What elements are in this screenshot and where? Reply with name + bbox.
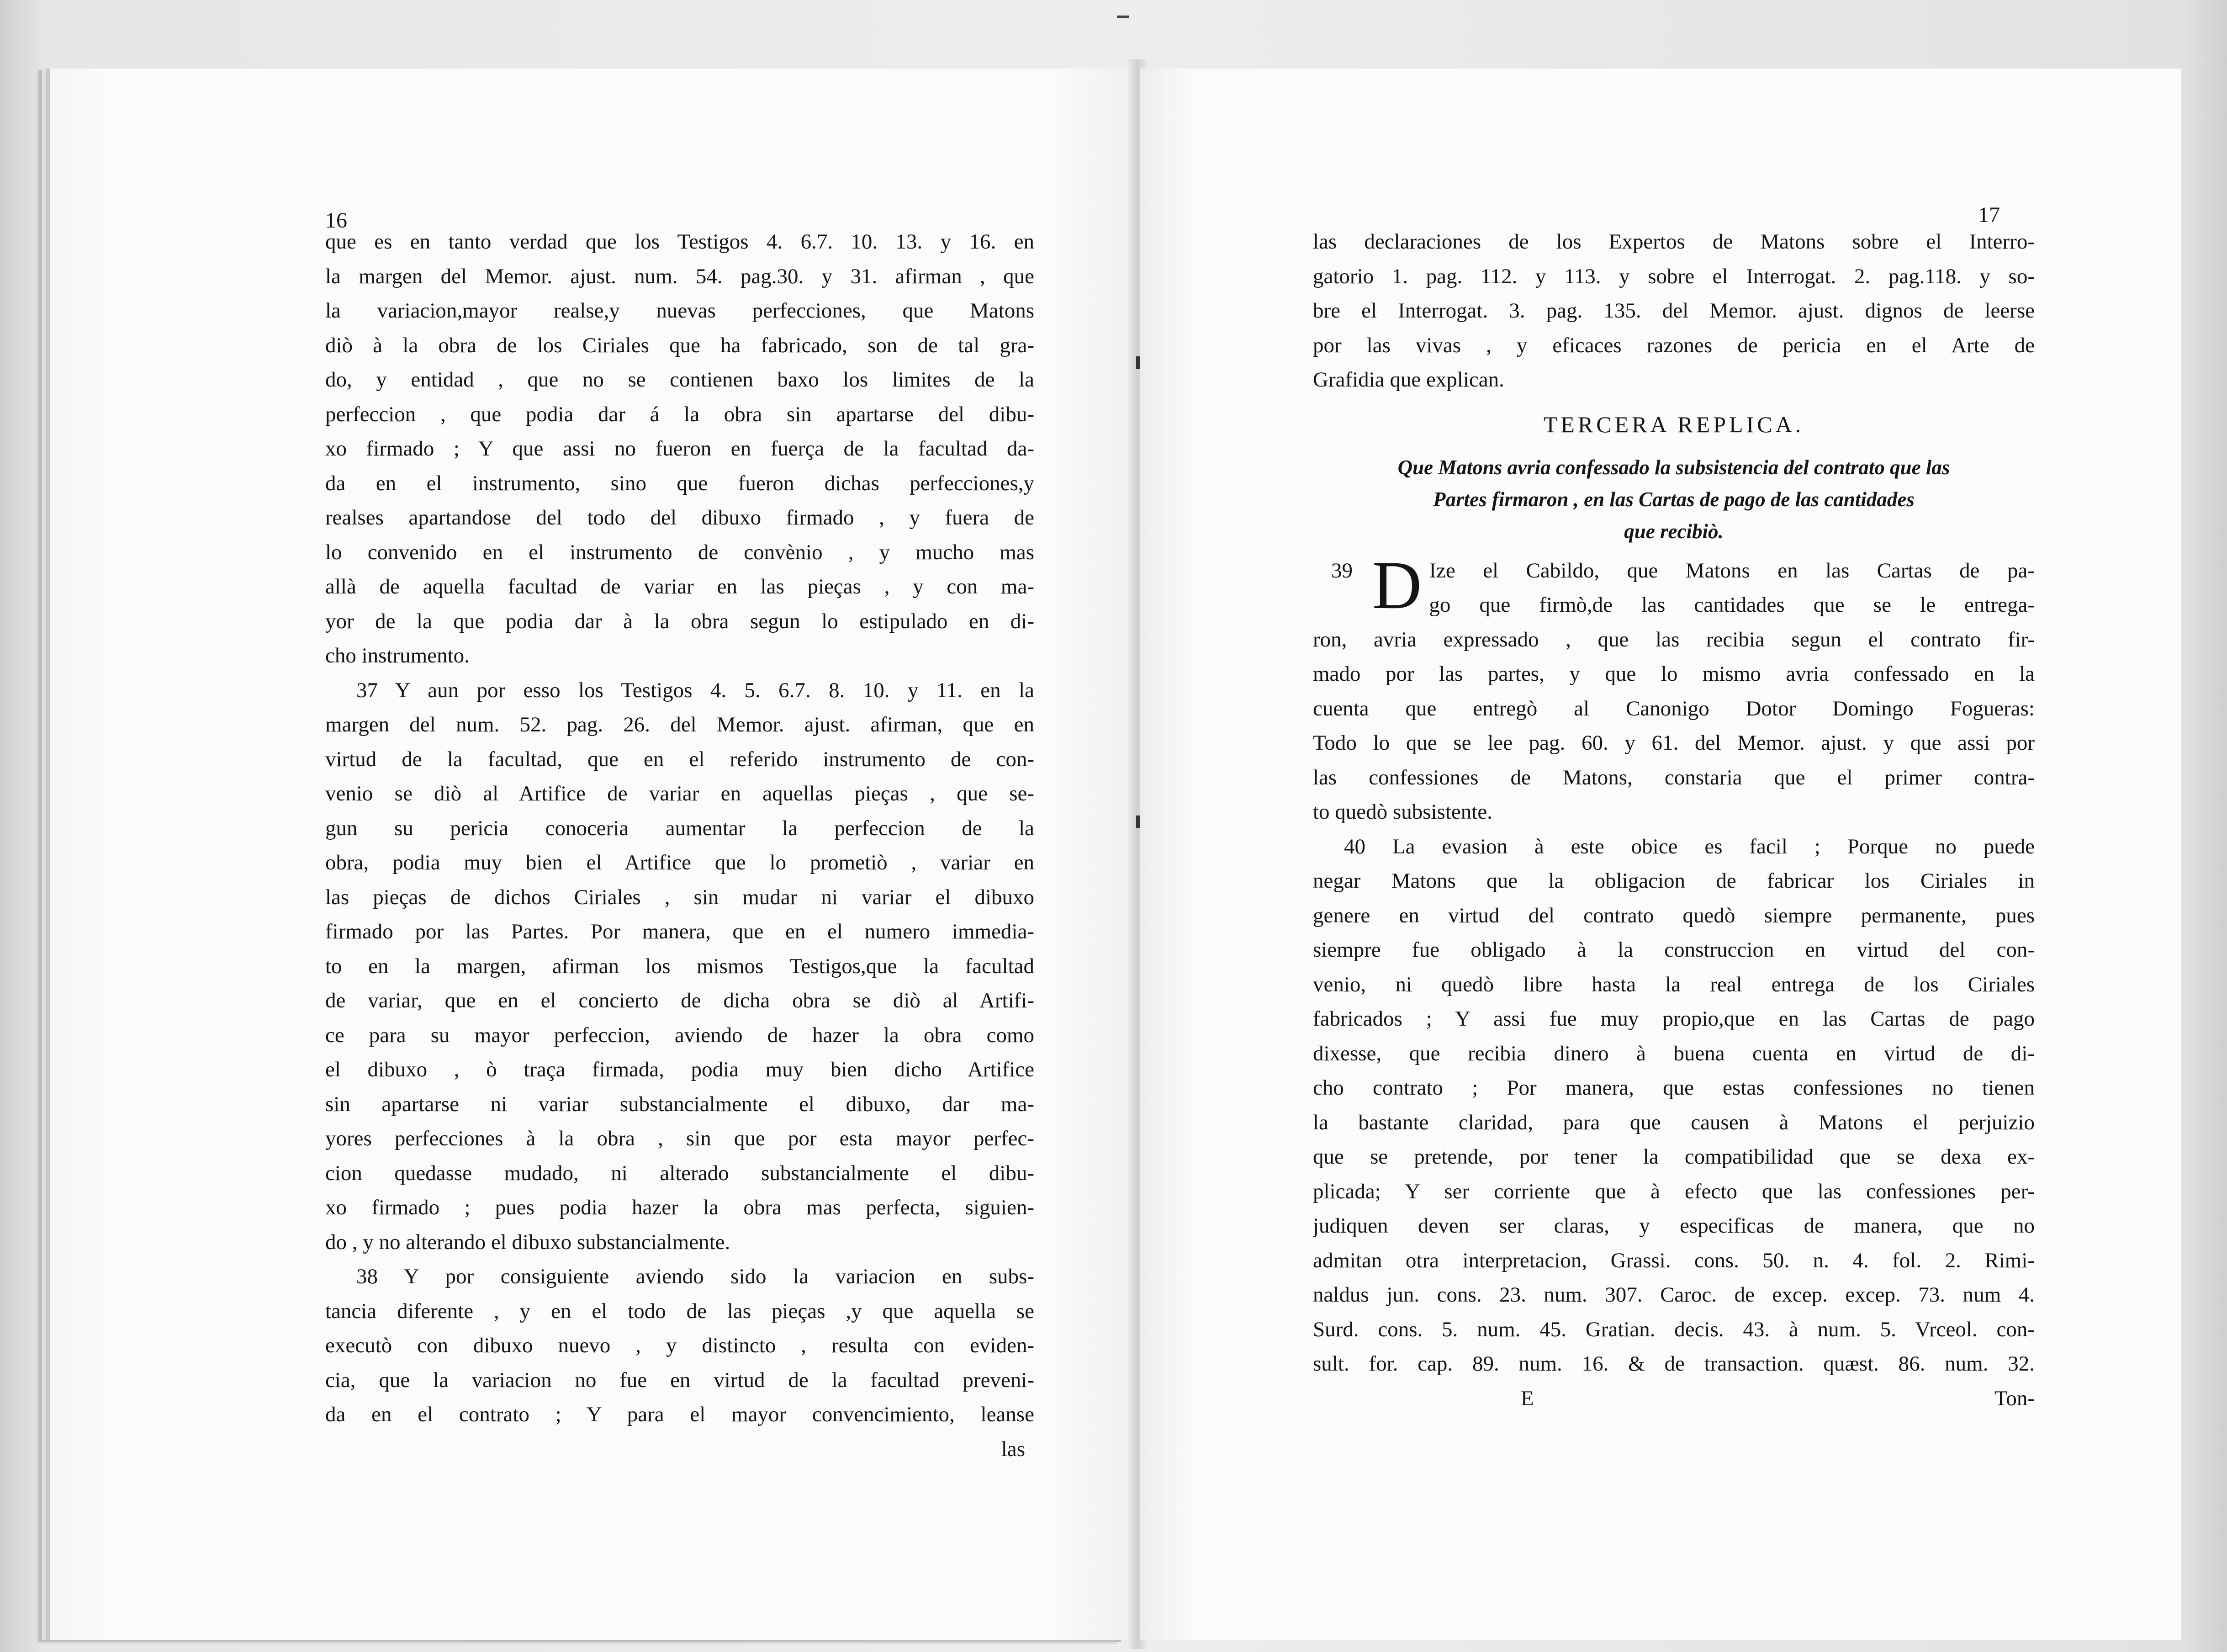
text-line: de variar, que en el concierto de dicha obra se diò al Artifi-	[325, 989, 1034, 1012]
section-subheading-line: que recibiò.	[1624, 519, 1724, 543]
text-line: naldus jun. cons. 23. num. 307. Caroc. de excep. excep. 73. num 4.	[1313, 1283, 2035, 1307]
text-line: realses apartandose del todo del dibuxo firmado , y fuera de	[325, 506, 1034, 529]
text-line: Todo lo que se lee pag. 60. y 61. del Memor. ajust. y que assi por	[1313, 731, 2035, 755]
paragraph-number: 39	[1331, 558, 1353, 582]
text-line: la variacion,mayor realse,y nuevas perfecciones, que Matons	[325, 299, 1034, 323]
text-line: que se pretende, por tener la compatibilidad que se dexa ex-	[1313, 1145, 2035, 1169]
text-line: yores perfecciones à la obra , sin que por esta mayor perfec-	[325, 1127, 1034, 1150]
text-line: admitan otra interpretacion, Grassi. cons. 50. n. 4. fol. 2. Rimi-	[1313, 1248, 2035, 1272]
text-line: bre el Interrogat. 3. pag. 135. del Memor. ajust. dignos de leerse	[1313, 299, 2035, 323]
drop-capital: D	[1372, 547, 1422, 623]
paragraph-39	[1313, 547, 2035, 830]
spine-mark	[1136, 356, 1140, 369]
section-subheading-line: Que Matons avria confessado la subsistencia del contrato que las	[1397, 455, 1950, 479]
text-line: allà de aquella facultad de variar en las pieças , y con ma-	[325, 575, 1034, 598]
text-line: ron, avria expressado , que las recibia segun el contrato fir-	[1313, 627, 2035, 651]
text-line: las declaraciones de los Expertos de Matons sobre el Interro-	[1313, 230, 2035, 254]
text-line: go que firmò,de las cantidades que se le entrega-	[1429, 593, 2035, 617]
text-line: la bastante claridad, para que causen à Matons el perjuizio	[1313, 1110, 2035, 1134]
catchword-left: las	[1001, 1437, 1025, 1461]
text-line: xo firmado ; pues podia hazer la obra mas perfecta, siguien-	[325, 1196, 1034, 1219]
text-line: venio, ni quedò libre hasta la real entrega de los Ciriales	[1313, 972, 2035, 996]
text-line: que es en tanto verdad que los Testigos 4. 6.7. 10. 13. y 16. en	[325, 230, 1034, 254]
text-line: las confessiones de Matons, constaria que el primer contra-	[1313, 765, 2035, 789]
text-line: cion quedasse mudado, ni alterado substancialmente el dibu-	[325, 1161, 1034, 1185]
text-line: venio se diò al Artifice de variar en aquellas pieças , que se-	[325, 782, 1034, 805]
text-line: xo firmado ; Y que assi no fueron en fuerça de la facultad da-	[325, 437, 1034, 461]
text-line: el dibuxo , ò traça firmada, podia muy bien dicho Artifice	[325, 1058, 1034, 1081]
text-line: por las vivas , y eficaces razones de pericia en el Arte de	[1313, 333, 2035, 357]
text-line: las pieças de dichos Ciriales , sin mudar ni variar el dibuxo	[325, 885, 1034, 909]
text-line: cuenta que entregò al Canonigo Dotor Domingo Fogueras:	[1313, 696, 2035, 720]
section-heading: TERCERA REPLICA.	[1543, 411, 1804, 437]
paragraph-40-start: 40 La evasion à este obice es facil ; Porque no puede	[1344, 834, 2035, 858]
paragraph-37-start: 37 Y aun por esso los Testigos 4. 5. 6.7. 8. 10. y 11. en la	[356, 678, 1034, 702]
text-line: sin apartarse ni variar substancialmente el dibuxo, dar ma-	[325, 1092, 1034, 1116]
text-line: cia, que la variacion no fue en virtud de la facultad preveni-	[325, 1368, 1034, 1392]
text-line: margen del num. 52. pag. 26. del Memor. ajust. afirman, que en	[325, 713, 1034, 736]
text-line: da en el contrato ; Y para el mayor convencimiento, leanse	[325, 1403, 1034, 1426]
text-line: Grafidia que explican.	[1313, 368, 1504, 392]
text-line: gatorio 1. pag. 112. y 113. y sobre el Interrogat. 2. pag.118. y so-	[1313, 264, 2035, 288]
text-line: mado por las partes, y que lo mismo avria confessado en la	[1313, 662, 2035, 686]
text-line: siempre fue obligado à la construccion en virtud del con-	[1313, 938, 2035, 962]
text-line: la margen del Memor. ajust. num. 54. pag.30. y 31. afirman , que	[325, 264, 1034, 288]
text-line: Surd. cons. 5. num. 45. Gratian. decis. 43. à num. 5. Vrceol. con-	[1313, 1317, 2035, 1341]
text-line: executò con dibuxo nuevo , y distincto , resulta con eviden-	[325, 1334, 1034, 1357]
text-line: yor de la que podia dar à la obra segun lo estipulado en di-	[325, 609, 1034, 633]
text-line: to quedò subsistente.	[1313, 800, 1492, 824]
left-page-text	[325, 225, 1034, 1467]
paragraph-38-start: 38 Y por consiguiente aviendo sido la variacion en subs-	[356, 1265, 1034, 1288]
text-line: dixesse, que recibia dinero à buena cuenta en virtud de di-	[1313, 1041, 2035, 1065]
text-line: to en la margen, afirman los mismos Testigos,que la facultad	[325, 954, 1034, 978]
spine-mark	[1136, 815, 1140, 828]
text-line: sult. for. cap. 89. num. 16. & de transaction. quæst. 86. num. 32.	[1313, 1352, 2035, 1376]
text-line: da en el instrumento, sino que fueron dichas perfecciones,y	[325, 471, 1034, 495]
section-subheading-line: Partes firmaron , en las Cartas de pago de las cantidades	[1433, 487, 1915, 511]
text-line: negar Matons que la obligacion de fabricar los Ciriales in	[1313, 869, 2035, 893]
text-line: ce para su mayor perfeccion, aviendo de hazer la obra como	[325, 1023, 1034, 1047]
text-line: plicada; Y ser corriente que à efecto que las confessiones per-	[1313, 1179, 2035, 1203]
text-line: virtud de la facultad, que en el referido instrumento de con-	[325, 747, 1034, 771]
text-line: gun su pericia conoceria aumentar la perfeccion de la	[325, 816, 1034, 840]
text-line: lo convenido en el instrumento de convènio , y mucho mas	[325, 540, 1034, 564]
page-number-left: 16	[325, 208, 347, 233]
text-line: genere en virtud del contrato quedò siempre permanente, pues	[1313, 903, 2035, 927]
text-line: obra, podia muy bien el Artifice que lo prometiò , variar en	[325, 851, 1034, 874]
text-line: judiquen deven ser claras, y especificas de manera, que no	[1313, 1214, 2035, 1238]
text-line: do , y no alterando el dibuxo substancialmente.	[325, 1230, 730, 1254]
text-line: fabricados ; Y assi fue muy propio,que en las Cartas de pago	[1313, 1007, 2035, 1031]
text-line: tancia diferente , y en el todo de las pieças ,y que aquella se	[325, 1299, 1034, 1323]
text-line: Ize el Cabildo, que Matons en las Cartas de pa-	[1429, 558, 2035, 582]
page-number-right: 17	[1978, 203, 2000, 227]
text-line: do, y entidad , que no se contienen baxo los limites de la	[325, 368, 1034, 392]
text-line: cho instrumento.	[325, 644, 470, 667]
page-footer	[1313, 1382, 2035, 1416]
right-page-text	[1313, 225, 2035, 1416]
text-line: firmado por las Partes. Por manera, que en el numero immedia-	[325, 920, 1034, 943]
text-line: perfeccion , que podia dar á la obra sin apartarse del dibu-	[325, 402, 1034, 426]
signature-mark: E	[1521, 1386, 1534, 1410]
catchword-right: Ton-	[1994, 1386, 2035, 1410]
text-line: diò à la obra de los Ciriales que ha fabricado, son de tal gra-	[325, 333, 1034, 357]
text-line: cho contrato ; Por manera, que estas confessiones no tienen	[1313, 1076, 2035, 1100]
scan-mark	[1117, 16, 1129, 18]
